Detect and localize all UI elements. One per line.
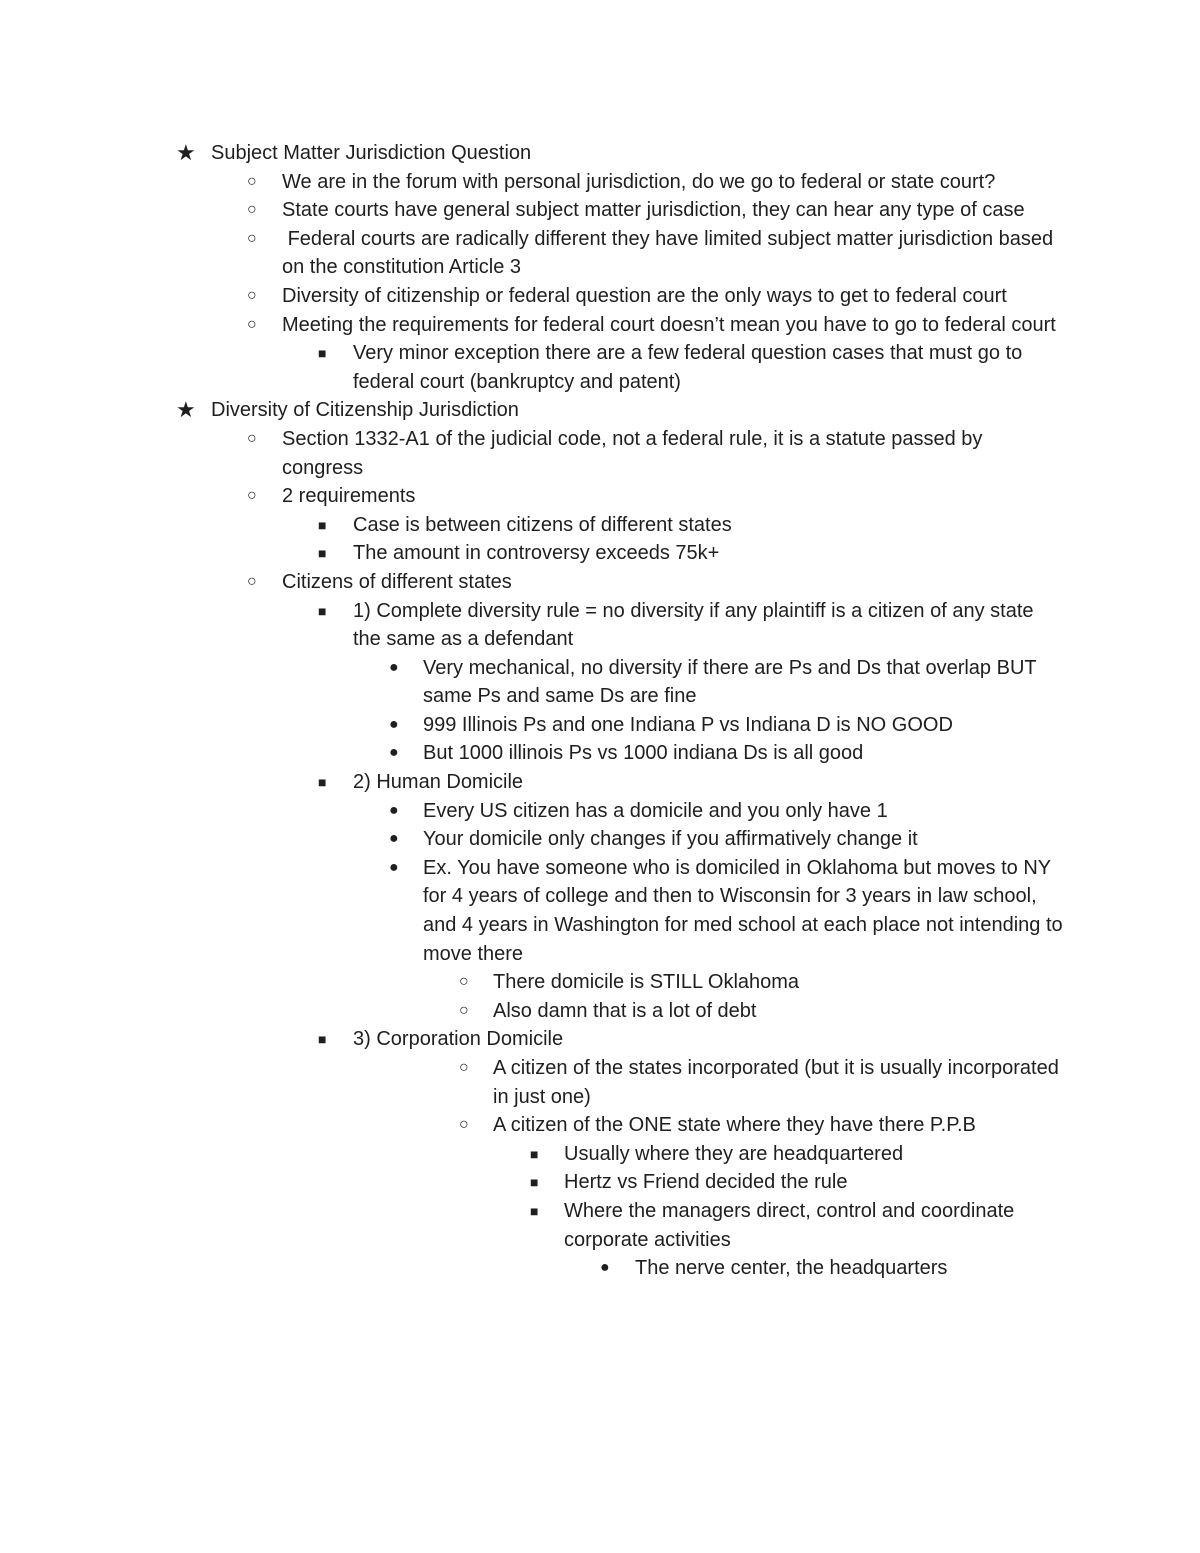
dot-bullet-icon: ● [600,1259,610,1277]
circle-bullet-icon: ○ [247,229,257,247]
circle-bullet-icon: ○ [459,1001,469,1019]
outline-item-text: 999 Illinois Ps and one Indiana P vs Indiana D is NO GOOD [423,713,953,736]
outline-item-text: 2 requirements [282,485,416,508]
dot-bullet-icon: ● [389,830,399,848]
circle-bullet-icon: ○ [247,172,257,190]
outline-item-level-2 [0,597,1200,654]
dot-bullet-icon: ● [389,801,399,819]
outline-item-level-1 [0,168,1200,197]
outline-item-level-4 [0,968,1200,997]
outline-item-level-2 [0,1025,1200,1054]
outline-item-level-1 [0,282,1200,311]
outline-item-level-4 [0,997,1200,1026]
outline-item-level-3 [0,711,1200,740]
outline-item-text: Where the managers direct, control and coordinate corporate activities [564,1199,1020,1251]
outline-item-text: The nerve center, the headquarters [635,1257,948,1280]
outline-item-text: The amount in controversy exceeds 75k+ [353,542,720,565]
star-bullet-icon: ★ [176,140,196,165]
outline-item-text: Citizens of different states [282,570,512,593]
square-bullet-icon: ■ [318,516,327,533]
circle-bullet-icon: ○ [247,286,257,304]
outline-item-text: Diversity of citizenship or federal question are the only ways to get to federal court [282,284,1007,307]
outline-item-text: Federal courts are radically different they have limited subject matter jurisdiction based on the constitution Article 3 [282,227,1059,279]
outline-item-text: Case is between citizens of different states [353,513,732,536]
outline-item-text: Ex. You have someone who is domiciled in Oklahoma but moves to NY for 4 years of college and then to Wisconsin for 3 years in law school, and 4 years in Washington for med school at each place not intending to move there [423,856,1069,965]
outline-item-level-4 [0,1111,1200,1140]
outline-item-level-2 [0,339,1200,396]
circle-bullet-icon: ○ [459,973,469,991]
notes-outline [0,139,1200,1283]
outline-item-level-3 [0,654,1200,711]
outline-item-level-1 [0,196,1200,225]
circle-bullet-icon: ○ [247,572,257,590]
outline-item-text: Hertz vs Friend decided the rule [564,1171,848,1194]
outline-item-level-1 [0,311,1200,340]
outline-item-text: Usually where they are headquartered [564,1142,904,1165]
square-bullet-icon: ■ [318,345,327,362]
outline-item-text: Diversity of Citizenship Jurisdiction [211,399,519,422]
outline-item-text: 3) Corporation Domicile [353,1028,564,1051]
outline-item-level-1 [0,425,1200,482]
outline-item-level-3 [0,797,1200,826]
outline-item-text: A citizen of the ONE state where they have there P.P.B [493,1114,976,1137]
outline-item-text: State courts have general subject matter jurisdiction, they can hear any type of case [282,199,1025,222]
outline-item-level-6 [0,1254,1200,1283]
outline-item-level-1 [0,225,1200,282]
outline-item-level-2 [0,539,1200,568]
outline-item-text: We are in the forum with personal jurisdiction, do we go to federal or state court? [282,170,996,193]
outline-item-level-5 [0,1168,1200,1197]
square-bullet-icon: ■ [318,774,327,791]
square-bullet-icon: ■ [530,1202,539,1219]
dot-bullet-icon: ● [389,658,399,676]
outline-item-text: 1) Complete diversity rule = no diversity if any plaintiff is a citizen of any state the same as a defendant [353,599,1040,651]
outline-item-level-5 [0,1197,1200,1254]
dot-bullet-icon: ● [389,744,399,762]
circle-bullet-icon: ○ [247,201,257,219]
outline-item-text: Section 1332-A1 of the judicial code, not a federal rule, it is a statute passed by congress [282,427,988,479]
outline-item-text: Meeting the requirements for federal court doesn’t mean you have to go to federal court [282,313,1056,336]
outline-item-level-1 [0,482,1200,511]
square-bullet-icon: ■ [318,1031,327,1048]
outline-item-level-2 [0,768,1200,797]
outline-item-level-4 [0,1054,1200,1111]
outline-item-level-0 [0,139,1200,168]
outline-item-level-5 [0,1140,1200,1169]
circle-bullet-icon: ○ [247,487,257,505]
outline-item-text: There domicile is STILL Oklahoma [493,971,800,994]
outline-item-text: Every US citizen has a domicile and you only have 1 [423,799,888,822]
outline-item-text: Also damn that is a lot of debt [493,999,757,1022]
star-bullet-icon: ★ [176,397,196,423]
outline-item-level-0 [0,396,1200,425]
outline-item-text: Very minor exception there are a few federal question cases that must go to federal court (bankruptcy and patent) [353,342,1028,393]
square-bullet-icon: ■ [318,602,327,619]
outline-item-level-2 [0,511,1200,540]
circle-bullet-icon: ○ [459,1059,469,1076]
outline-item-text: Subject Matter Jurisdiction Question [211,142,532,164]
outline-item-text: Your domicile only changes if you affirmatively change it [423,828,918,851]
outline-item-level-1 [0,568,1200,597]
circle-bullet-icon: ○ [247,315,257,333]
circle-bullet-icon: ○ [459,1116,469,1134]
outline-item-level-3 [0,854,1200,968]
dot-bullet-icon: ● [389,715,399,733]
outline-item-text: A citizen of the states incorporated (but it is usually incorporated in just one) [493,1057,1065,1108]
circle-bullet-icon: ○ [247,429,257,447]
outline-item-text: But 1000 illinois Ps vs 1000 indiana Ds is all good [423,742,864,765]
outline-item-level-3 [0,739,1200,768]
outline-item-level-3 [0,825,1200,854]
dot-bullet-icon: ● [389,858,399,876]
outline-item-text: 2) Human Domicile [353,771,524,794]
outline-item-text: Very mechanical, no diversity if there are Ps and Ds that overlap BUT same Ps and same Ds are fine [423,656,1042,708]
square-bullet-icon: ■ [530,1145,539,1162]
square-bullet-icon: ■ [530,1174,539,1191]
square-bullet-icon: ■ [318,545,327,562]
